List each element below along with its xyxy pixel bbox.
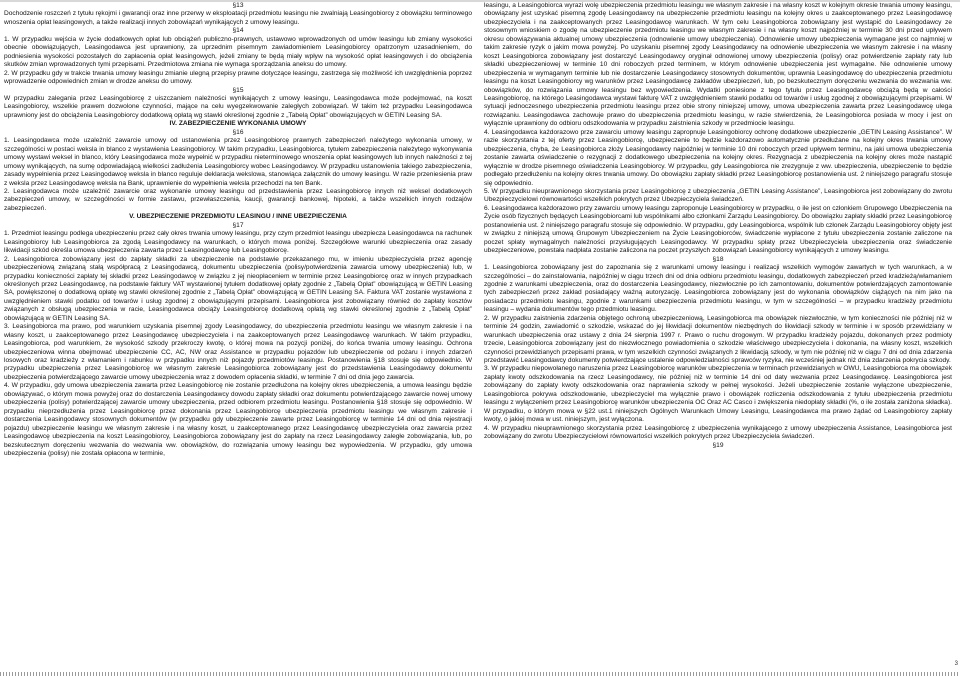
paragraph: 4. Leasingodawca każdorazowo prze zawarciu umowy leasingu zapropnuje Leasingobiorcy ochronę dodatkowe ubezpieczenie „GETIN Leasing Assistance”. W razie skorzystania z tej oferty przez Leasingobiorcę, ubezpieczenie to będzie każdorazowo automatycznie przedłużane na kolejny okres trwania umowy ubezpieczenia, chyba, że Leasingobiorca złoży Leasingodawcy najpóźniej w terminie 10 dni roboczych przed upływem terminu, na jaki umowa ubezpieczenia zostanie zawarta oświadczenie o rezygnacji z dodatkowego ubezpieczenia na kolejny okres. Rezygnacja z ubezpieczenia na kolejny okres może nastąpić wyłącznie w drodze pisemnego oświadczenia Leasingobiorcy. W przypadku, gdy Leasingobiorca nie zrezygnuje z ww. ubezpieczenia, ubezpieczenie to będzie podlegało przedłużeniu na kolejny okres trwania umowy. Do obowiązku zapłaty składki przez Leasingobiorcę postanowienia ust. 2 niniejszego paragrafu stosuje się odpowiednio.	[484, 128, 952, 187]
paragraph: 3. W przypadku niepowołanego naruszenia przez Leasingobiorcę warunków ubezpieczenia w terminach przewidzianych w OWU, Leasingobiorca ma obowiązek zapłaty kwoty odszkodowania na rzecz Leasingodawcy, nie później niż w terminie 14 dni od daty wezwania przez Leasingodawcę. Leasingobiorca jest zobowiązany do zapłaty kwoty odszkodowania oraz naprawienia szkody w pełnej wysokości. Jeżeli ubezpieczenie zostanie wyłączone ubezpieczenie, Leasingobiorca pokrywa odszkodowanie, ubezpieczyciel ma wyłącznie prawo i obowiązek rozliczenia odszkodowania z tytułu ubezpieczenia przedmiotu leasingu z wyłączeniem przez Leasingobiorcę warunków ubezpieczenia OC Oraz AC Casco i zwiększenia niedopłaty składki (%, o ile została zaniżona składka). W przypadku, o którym mowa w §22 ust.1 niniejszych Ogólnych Warunkach Umowy Leasingu, Leasingodawca ma prawo żądać od Leasingobiorcy zapłaty kwoty, o jakiej mowa w ust. niniejszym, jest wyłączona.	[484, 365, 952, 424]
paragraph: 3. Leasingobiorca ma prawo, pod warunkiem uzyskania pisemnej zgody Leasingodawcy, do ubezpieczenia przedmiotu leasingu we własnym zakresie i na własny koszt, u zaakceptowanego przez Leasingodawcę ubezpieczyciela i na zaakceptowanych przez Leasingodawcę warunkach. W takim przypadku, Leasingobiorca, pod warunkiem, że wysokość szkody przekroczy kwotę, o której mowa na pozycji poniżej, do końca trwania umowy leasingu. Ochrona ubezpieczeniowa winna obejmować ubezpieczenie CC, AC, NW oraz Assistance w przypadku pojazdów lub ubezpieczenie od pożaru i innych zdarzeń losowych oraz kradzieży z włamaniem i rabunku w przypadku innych niż pojazdy przedmiotów leasingu. Postanowienia §18 stosuje się odpowiednio. W przypadku ubezpieczenia przez Leasingobiorcę we własnym zakresie Leasingobiorca zobowiązany jest do przedstawienia Leasingodawcy dokumentu ubezpieczenia potwierdzającego zawarcie umowy ubezpieczenia wraz z dowodem opłacenia składki, w terminie 7 dni od dnia jego zawarcia.	[4, 323, 472, 381]
paragraph: 2. Leasingodawca może uzależnić zawarcie oraz wykonanie umowy leasingu od przedstawienia przez Leasingobiorcę innych niż weksel dodatkowych zabezpieczeń umowy, w szczególności w formie zastawu, przewłaszczenia, kaucji, gwarancji bankowej, hipoteki, a także wszelkich innych rodzajów zabezpieczeń.	[4, 187, 472, 212]
left-column	[4, 2, 472, 458]
paragraph: 1. Leasingodawca może uzależnić zawarcie umowy od ustanowienia przez Leasingobiorcę prawnych zabezpieczeń należytego wykonania umowy, w szczególności w postaci weksla in blanco z wystawienia Leasingobiorcy. W takim przypadku, Leasingobiorca, tytułem zabezpieczenia należytego wykonywania umowy wystawi weksel in blanco, który Leasingodawca może wypełnić w przypadku nieterminowego wnoszenia opłat leasingowych lub innych należności z tej umowy wynikających, na sumę odpowiadającą wielkości zadłużenia Leasingobiorcy wobec Leasingodawcy. W przypadku ustanowienia takiego zabezpieczenia, zasady wypełnienia przez Leasingodawcę weksla in blanco reguluje deklaracja wekslowa, stanowiąca załącznik do umowy leasingu. W razie przeniesienia praw z weksla przez Leasingodawcę weksla na Bank, uprawnienie do wypełnienia weksla przechodzi na ten Bank.	[4, 137, 472, 187]
paragraph: leasingu, a Leasingobiorca wyrazi wolę ubezpieczenia przedmiotu leasingu we własnym zakresie i na własny koszt w kolejnym okresie trwania umowy leasingu, obowiązany jest uzyskać pisemną zgodę Leasingodawcy na ubezpieczenie przedmiotu leasingu na kolejny okres u zaakceptowanego przez Leasingodawcę ubezpieczyciela i na zaakceptowanych przez Leasingodawcę warunkach. W tym celu Leasingobiorca zobowiązany jest wystąpić do Leasingodawcy ze stosownym wnioskiem o zgodę na ubezpieczenie przedmiotu leasingu we własnym zakresie i na własny koszt najpóźniej w terminie 30 dni przed upływem okresu obowiązywania aktualnej umowy ubezpieczenia (odnowienie umowy ubezpieczenia). Odnowienie umowy ubezpieczenia wymagane jest co najmniej w takim zakresie ryzyk o jakim mowa powyżej. Po uzyskaniu pisemnej zgody Leasingodawcy na odnowienie ubezpieczenia we własnym zakresie i na własny koszt Leasingobiorca zobowiązany jest dostarczyć Leasingodawcy oryginał odnowionej umowy ubezpieczenia (polisy) oraz potwierdzenie zapłaty raty lub składki ubezpieczeniowej w terminie 10 dni roboczych przed terminem, w którym odnowienie ubezpieczenia jest wymagalne. Nie odnowienie umowy ubezpieczenia w wymaganym terminie lub nie dostarczenie Leasingodawcy stosownych dokumentów, uprawnia Leasingodawcę do ubezpieczenia przedmiotu leasingu na koszt Leasingobiorcy wg warunków przez Leasingodawcę zakładów ubezpieczeń, lub, po bezskutecznym doręczeniu wezwania do wezwania ww. obowiązków, do rozwiązania umowy leasingu bez wypowiedzenia. Wydatki poniesione z tego tytułu przez Leasingodawcę obciążą będą w całości Leasingobiorcę, na którego Leasingodawca wystawi fakturę VAT z uwzględnieniem stawki podatku od towarów i usług zgodnej z obowiązującymi przepisami. W sytuacji jednoczesnego ubezpieczenia przedmiotu leasingu przez obie strony niniejszej umowy, umowa ubezpieczenia zawarta przez Leasingodawcę ulega rozwiązaniu. Leasingodawca zachowuje prawo do ubezpieczenia przedmiotu leasingu, w razie stwierdzenia, że Leasingobiorca posiada w mocy i jest on wyłącznie uprawniony do odbioru odszkodowania w przypadku zaistnienia szkody w przedmiocie leasingu.	[484, 2, 952, 128]
paragraph: 2. Leasingobiorca zobowiązany jest do zapłaty składki za ubezpieczenie na podstawie przekazanego mu, w imieniu ubezpieczyciela przez agencję ubezpieczeniową związaną stałą współpracą z Leasingodawcą, dokumentu ubezpieczenia (polisy/potwierdzenia zawarcia umowy ubezpieczenia) lub, w przypadku konieczności zapłaty tej składki przez Leasingodawcę w związku z jej nieopłaceniem w terminie przez Leasingobiorcę oraz w innych przypadkach określonych przez Leasingodawcę, na podstawie faktury VAT wystawionej tytułem dodatkowej opłaty zgodnie z „Tabelą Opłat” obowiązującą w GETIN Leasing SA, powiększonej o dodatkową opłatę wg stawki określonej zgodnie z „Tabelą Opłat” obowiązującą w GETIN Leasing SA. Faktura VAT zostanie wystawiona z uwzględnieniem stawki podatku od towarów i usług zgodnej z obowiązującymi przepisami. Leasingobiorca jest zobowiązany również do zapłaty kosztów związanych z obsługą ubezpieczenia w racie, Leasingodawca obciąży Leasingobiorcę dodatkową opłatą wg stawki określonej zgodnie z „Tabelą Opłat” obowiązującą w GETIN Leasing SA.	[4, 255, 472, 322]
paragraph: 4. W przypadku nieuprawnionego skorzystania przez Leasingobiorcę z ubezpieczenia wynikającego z umowy ubezpieczenia Assistance, Leasingobiorca jest zobowiązany do zwrotu Ubezpieczycielowi równowartości wszelkich pokrytych przez Ubezpieczyciela świadczeń.	[484, 424, 952, 441]
section-number: §17	[232, 221, 244, 229]
section-number: §15	[232, 86, 244, 94]
paragraph: 6. Leasingodawca każdorazowo przy zawarciu umowy leasingu zaproponuje Leasingobiorcy w przypadku, o ile jest on członkiem Grupowego Ubezpieczenia na Życie osób fizycznych będących Leasingobiorcami lub wspólnikami albo członkami Zarządu Leasingobiorcy. Do obowiązku zapłaty składki przez Leasingobiorcę postanowienia ust. 2 niniejszego paragrafu stosuje się odpowiednio. W przypadku, gdy Leasingobiorca, wspólnik lub członek Zarządu Leasingobiorcy objęty jest w związku z niniejszą umową Grupowym Ubezpieczeniem na Życie Leasingobiorców, świadczenie wypłacone z tytułu ubezpieczenia zostanie zaliczone na poczet spłaty wymagalnych należności przysługujących Leasingodawcy. W przypadku spłaty przez Ubezpieczyciela ubezpieczenia oraz świadczenie ubezpieczeniowe, powstała nadpłata zostanie zaliczona na poczet przyszłych zobowiązań Leasingobiorcy wynikających z umowy leasingu.	[484, 204, 952, 255]
section-number: §18	[712, 255, 724, 263]
section-number: §16	[232, 128, 244, 136]
page-bottom-edge	[0, 672, 960, 676]
paragraph: 1. Leasingobiorca zobowiązany jest do zapoznania się z warunkami umowy leasingu i realizacji wszelkich wymogów zawartych w tych warunkach, a w szczególności – do zainstalowania, najpóźniej w ciągu trzech dni od dnia odbioru przedmiotu leasingu, dodatkowych zabezpieczeń przed kradzieżą/włamaniem zgodnie z warunkami ubezpieczenia, oraz do dostarczenia Leasingodawcy, niezwłocznie po ich zamontowaniu, dokumentów potwierdzających zamontowanie tych zabezpieczeń przez zakład posiadający ważną autoryzację. Leasingobiorca zobowiązany jest do wykonania obowiązków ciążących na nim jako na posiadaczu przedmiotu leasingu, zgodnie z warunkami ubezpieczenia przedmiotu leasingu, w tym w szczególności – w przypadku kradzieży przedmiotu leasingu – wydania dokumentów tego przedmiotu leasingu.	[484, 264, 952, 314]
paragraph: 1. Przedmiot leasingu podlega ubezpieczeniu przez cały okres trwania umowy leasingu, przy czym przedmiot leasingu ubezpiecza Leasingodawca na rachunek Leasingobiorcy lub Leasingobiorca za zgodą Leasingodawcy na warunkach, o których mowa poniżej. Szczegółowe warunki ubezpieczenia oraz zasady likwidacji szkód określa umowa ubezpieczenia zawarta przez Leasingodawcę lub Leasingobiorcę.	[4, 230, 472, 255]
chapter-heading: V. UBEZPIECZENIE PRZEDMIOTU LEASINGU / INNE UBEZPIECZENIA	[129, 213, 347, 221]
paragraph: 2. W przypadku gdy w trakcie trwania umowy leasingu zmianie ulegną przepisy prawne dotyczące leasingu, zastrzega się możliwość ich uwzględnienia poprzez wprowadzenie odpowiednich zmian w drodze aneksu do umowy.	[4, 69, 472, 86]
section-number: §14	[232, 27, 244, 35]
paragraph: 5. W przypadku nieuprawnionego skorzystania przez Leasingobiorcę z ubezpieczenia „GETIN Leasing Assistance”, Leasingobiorca jest zobowiązany do zwrotu Ubezpieczycielowi równowartości wszelkich pokrytych przez Ubezpieczyciela świadczeń.	[484, 187, 952, 204]
chapter-heading: IV. ZABEZPIECZENIE WYKONANIA UMOWY	[169, 120, 307, 128]
section-number: §13	[232, 2, 244, 9]
paragraph: W przypadku zalegania przez Leasingobiorcę z uiszczaniem należności wynikających z umowy leasingu, Leasingodawca może podejmować, na koszt Leasingobiorcy, wszelkie prawem dozwolone czynności, mające na celu wyegzekwowanie zaległych zobowiązań. W takim też przypadku Leasingodawca uprawniony jest do obciążenia Leasingobiorcy dodatkową opłatą wg stawki określonej zgodnie z „Tabelą Opłat” obowiązujących w GETIN Leasing SA.	[4, 94, 472, 119]
paragraph: 4. W przypadku, gdy umowa ubezpieczenia zawarta przez Leasingobiorcę nie zostanie przedłużona na kolejny okres ubezpieczenia, a umowa leasingu będzie obowiązywać, o którym mowa powyżej oraz do dostarczenia Leasingodawcy dowodu zapłaty składki oraz dokumentu potwierdzającego zawarcie nowej umowy ubezpieczenia (polisy) potwierdzającej zawarcie umowy ubezpieczenia, przed odbiorem przedmiotu leasingu. Postanowienia §18 stosuje się odpowiednio. W przypadku nieprzedłużenia przez Leasingobiorcę przez dokonania przez Leasingobiorcę ubezpieczenia przedmiotu leasingu we własnym zakresie i dostarczenia Leasingodawcy stosownych dokumentów (w przypadku gdy ubezpieczenie zawarte przez Leasingobiorcę w terminie 14 dni od dnia rejestracji pojazdu) ubezpieczenie leasingu we własnym zakresie i na własny koszt, u zaakceptowanego przez Leasingodawcę ubezpieczyciela oraz zawarcia przez Leasingodawcę ubezpieczenia na koszt Leasingobiorcy, Leasingobiorca zobowiązany jest do zapłaty na rzecz Leasingodawcy zaległe zobowiązania, lub, po bezskutecznym doręczeniu wezwania do wezwania ww. obowiązków, do rozwiązania umowy leasingu bez wypowiedzenia. W przypadku, gdy umowa ubezpieczenia (polisy) nie została opłacona w terminie,	[4, 382, 472, 458]
page-number: 3	[954, 661, 958, 667]
section-number: §19	[712, 441, 724, 449]
paragraph: 1. W przypadku wejścia w życie dodatkowych opłat lub obciążeń publiczno-prawnych, ustawowo wprowadzonych od umów leasingu lub zmiany wysokości obecnie obowiązujących, Leasingodawca jest uprawniony, za uprzednim pisemnym zawiadomieniem Leasingobiorcy opatrzonym uzasadnieniem, do podniesienia wysokości pozostałych do zapłacenia opłat leasingowych, jeżeli zmiany te będą miały wpływ na wysokość opłat leasingowych i do obciążenia skutków zmian wprowadzonych tymi przepisami. Przedmiotowa zmiana nie wymaga sporządzania aneksu do umowy.	[4, 35, 472, 69]
paragraph: 2. W przypadku zaistnienia zdarzenia objętego ochroną ubezpieczeniową, Leasingobiorca ma obowiązek niezwłocznie, w tym konieczności nie później niż w terminie 24 godzin, zawiadomić o szkodzie, wskazać do jej likwidacji dokumentów niezbędnych do likwidacji szkody w terminie i w sposób przewidziany w warunkach ubezpieczenia oraz ustawy z dnia 24 sierpnia 1997 r. Prawo o ruchu drogowym. W przypadku kradzieży pojazdu, dokonanych przez podmioty trzecie, Leasingobiorca zobowiązany jest do niezwłocznego powiadomienia o szkodzie właściwego ubezpieczyciela i dokonania, na własny koszt, wszelkich czynności przewidzianych przepisami prawa, w tym wszelkich czynności związanych z likwidacją szkody, w tym nie później niż w ciągu 7 dni od dnia zdarzenia przedstawić Leasingodawcy dokumenty potwierdzające ustalenie odpowiedzialności sprawców ryzyka, nie wcześniej jednak niż dnia zdarzenia pokrycia szkody.	[484, 314, 952, 365]
right-column	[484, 2, 952, 450]
paragraph: Dochodzenie roszczeń z tytułu rękojmi i gwarancji oraz inne przerwy w eksploatacji przedmiotu leasingu nie zwalniają Leasingobiorcy z obowiązku terminowego wnoszenia opłat leasingowych, a także realizacji innych zobowiązań wynikających z umowy leasingu.	[4, 10, 472, 26]
